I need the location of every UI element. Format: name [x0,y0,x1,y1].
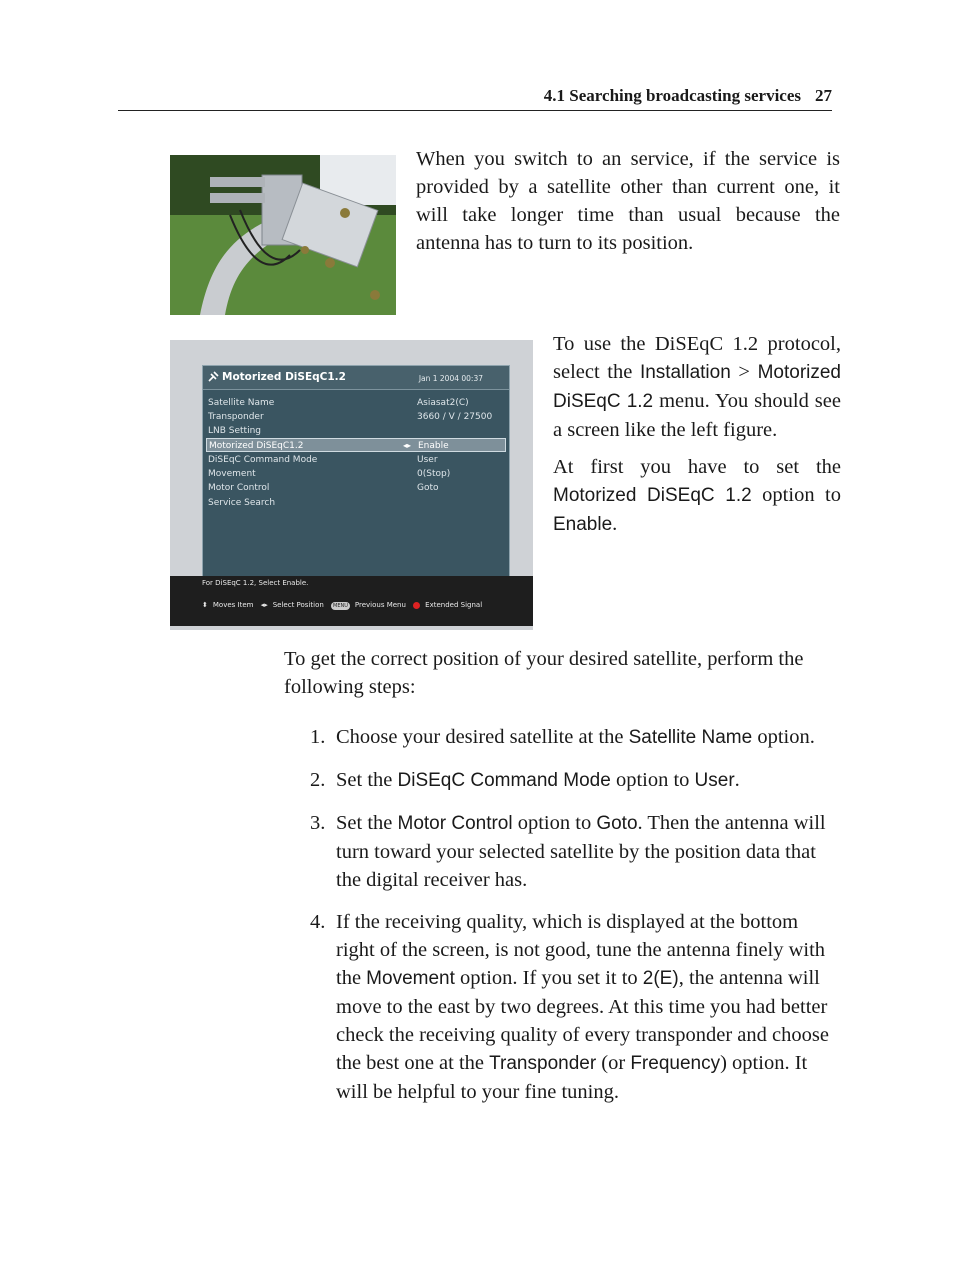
antenna-motor-illustration [170,155,396,315]
osd-title-bar [203,366,509,390]
steps-intro-paragraph: To get the correct position of your desired satellite, perform the following steps: [284,648,804,698]
page-number: 27 [815,86,832,105]
enable-paragraph: At first you have to set the Motorized DiSEqC 1.2 option to Enable. [553,456,841,535]
left-right-arrow-icon: ◂▸ [403,441,412,450]
osd-footer [170,576,533,626]
instruction-paragraphs [553,330,841,548]
move-item-label: Moves Item [212,601,254,609]
receiver-screenshot [170,340,533,630]
osd-row-command-mode[interactable]: DiSEqC Command Mode User [208,455,438,465]
osd-row-transponder[interactable]: Transponder 3660 / V / 27500 [208,412,493,422]
left-right-key-icon: ◂▸ [260,601,268,609]
osd-row-satellite-name[interactable]: Satellite Name Asiasat2(C) [208,398,469,408]
up-down-arrow-icon: ⬍ [202,601,208,609]
osd-row-movement[interactable]: Movement 0(Stop) [208,469,451,479]
red-button-icon [413,602,420,609]
list-item: 3. Set the Motor Control option to Goto. Then the antenna will turn toward your selected satellite by the position data that the digital receiver has. [310,812,826,891]
osd-row-service-search[interactable]: Service Search [208,498,276,508]
intro-paragraph: When you switch to an service, if the service is provided by a satellite other than current one, it will take longer time than usual because the antenna has to turn to its position. [416,148,840,254]
previous-menu-label: Previous Menu [354,601,406,609]
menu-ref-installation: Installation [639,362,731,383]
list-item: 1. Choose your desired satellite at the Satellite Name option. [310,726,815,748]
osd-title: Motorized DiSEqC1.2 [222,371,346,383]
osd-key-legend [202,601,487,610]
list-item: 4. If the receiving quality, which is displayed at the bottom right of the screen, is not good, tune the antenna finely with the Movement option. If you set it to 2(E), the antenna will move to the east by two degrees. At this time you had better check the receiving quality of every transponder and choose the best one at the Transponder (or Frequency) option. It will be helpful to your fine tuning. [310,911,829,1103]
extended-signal-label: Extended Signal [425,601,483,609]
option-ref-motorized: Motorized DiSEqC 1.2 [553,485,752,506]
osd-row-motor-control[interactable]: Motor Control Goto [208,483,439,493]
value-ref-enable: Enable [553,514,613,535]
osd-row-lnb-setting[interactable]: LNB Setting [208,426,262,436]
osd-hint-text: For DiSEqC 1.2, Select Enable. [202,579,309,587]
osd-row-motorized-diseqc[interactable]: Motorized DiSEqC1.2 ◂▸ Enable [206,438,506,452]
running-header [118,86,832,111]
menu-ref-motorized: Motorized DiSEqC 1.2 [553,362,841,412]
diseqc-usage-paragraph: To use the DiSEqC 1.2 protocol, select the Installation > Motorized DiSEqC 1.2 menu. You should see a screen like the left figure. [553,333,841,441]
section-title: 4.1 Searching broadcasting services [543,86,801,105]
satellite-icon [208,371,219,382]
antenna-motor-photo [170,155,396,315]
select-position-label: Select Position [272,601,324,609]
osd-datetime: Jan 1 2004 00:37 [418,374,483,383]
steps-list [300,723,834,1120]
list-item: 2. Set the DiSEqC Command Mode option to User. [310,769,740,791]
osd-menu-panel [202,365,510,577]
menu-key-icon: MENU [333,603,348,609]
